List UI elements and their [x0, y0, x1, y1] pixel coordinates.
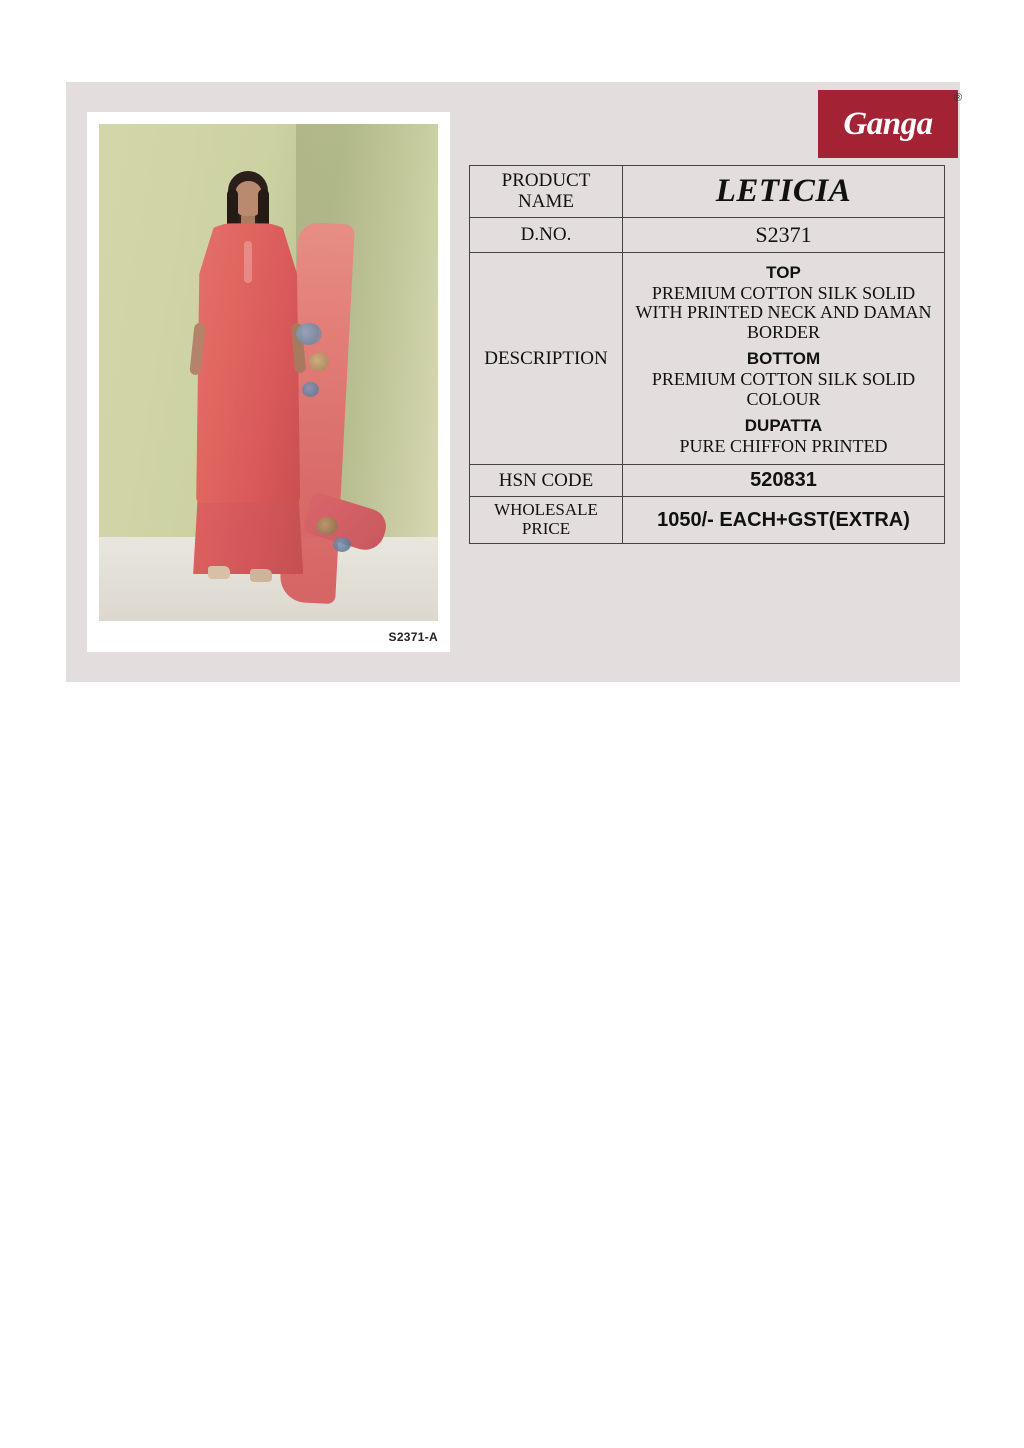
neck-placket	[244, 241, 252, 283]
product-name-cell	[623, 166, 945, 218]
registered-trademark-icon: ®	[954, 92, 963, 104]
wholesale-price-value: 1050/- EACH+GST(EXTRA)	[623, 497, 945, 543]
description-top-body: PREMIUM COTTON SILK SOLID WITH PRINTED NECK AND DAMAN BORDER	[635, 282, 932, 343]
product-name-label: PRODUCT NAME	[470, 166, 623, 218]
floral-print-motif	[296, 323, 322, 345]
product-photo-panel	[87, 112, 450, 652]
brand-logo	[818, 90, 958, 158]
product-name-value: LETICIA	[715, 172, 852, 209]
floral-print-motif	[309, 353, 329, 371]
dno-label: D.NO.	[470, 217, 623, 252]
model-shoe-left	[208, 566, 230, 579]
hsn-label: HSN CODE	[470, 465, 623, 497]
table-row	[470, 497, 945, 543]
floral-print-motif	[333, 537, 351, 552]
product-spec-table	[469, 165, 945, 544]
description-bottom-heading: BOTTOM	[746, 348, 821, 368]
description-dupatta-body: PURE CHIFFON PRINTED	[679, 435, 888, 456]
model-shoe-right	[250, 569, 272, 582]
description-cell	[623, 252, 945, 465]
table-row	[470, 465, 945, 497]
table-row	[470, 252, 945, 465]
description-dupatta-heading: DUPATTA	[744, 415, 823, 435]
catalog-card	[66, 82, 963, 682]
wholesale-price-label: WHOLESALE PRICE	[470, 497, 623, 543]
brand-logo-text: Ganga	[843, 105, 933, 142]
product-photo	[99, 124, 438, 621]
description-top-heading: TOP	[766, 262, 801, 282]
design-code-caption: S2371-A	[388, 630, 438, 644]
floral-print-motif	[316, 517, 338, 535]
description-label: DESCRIPTION	[470, 252, 623, 465]
hsn-value: 520831	[623, 465, 945, 497]
table-row	[470, 166, 945, 218]
dno-value: S2371	[623, 217, 945, 252]
description-bottom-body: PREMIUM COTTON SILK SOLID COLOUR	[651, 368, 916, 409]
table-row	[470, 217, 945, 252]
model-figure	[99, 124, 438, 621]
